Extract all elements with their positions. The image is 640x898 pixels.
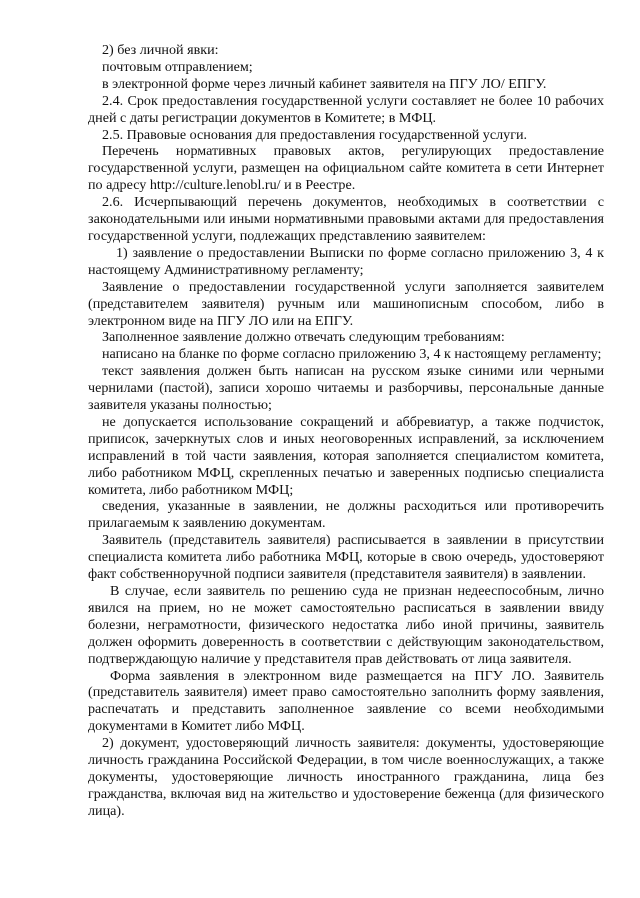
paragraph-application-filling: Заявление о предоставлении государственной услуги заполняется заявителем (представителем заявителя) ручным или машинописным способом, либо в электронном виде на ПГУ ЛО или на ЕПГУ. (88, 278, 604, 329)
paragraph-identity-document-item-2: 2) документ, удостоверяющий личность заявителя: документы, удостоверяющие личность гражданина Российской Федерации, в том числе военнослужащих, а также документы, удостоверяющие личность иностранного гражданина, лица без гражданства, включая вид на жительство и удостоверение беженца (для физического лица). (88, 735, 604, 819)
paragraph-requirement-language: текст заявления должен быть написан на русском языке синими или черными чернилами (пастой), записи хорошо читаемы и разборчивы, персональные данные заявителя указаны полностью; (88, 363, 604, 414)
paragraph-requirement-form: написано на бланке по форме согласно приложению 3, 4 к настоящему регламенту; (102, 346, 602, 363)
paragraph-applicant-signature: Заявитель (представитель заявителя) расписывается в заявлении в присутствии специалиста комитета либо работника МФЦ, которые в свою очередь, удостоверяют факт собственноручной подписи заявителя (представителя заявителя) в заявлении. (88, 532, 604, 583)
paragraph-application-item-1: 1) заявление о предоставлении Выписки по форме согласно приложению 3, 4 к настоящему Административному регламенту; (88, 244, 604, 278)
paragraph-requirement-no-abbreviations: не допускается использование сокращений и аббревиатур, а также подчисток, приписок, зачеркнутых слов и иных неоговоренных исправлений, за исключением исправлений в той части заявления, которая заполняется специалистом комитета, либо работником МФЦ, скрепленных печатью и заверенных подписью специалиста комитета, либо работником МФЦ; (88, 413, 604, 498)
paragraph-electronic-form: в электронной форме через личный кабинет заявителя на ПГУ ЛО/ ЕПГУ. (102, 75, 547, 92)
paragraph-without-personal-visit: 2) без личной явки: (102, 42, 219, 58)
paragraph-power-of-attorney: В случае, если заявитель по решению суда не признан недееспособным, лично явился на прием, но не может самостоятельно расписаться в заявлении ввиду болезни, неграмотности, физического недостатка либо иной причины, заявитель должен оформить доверенность в соответствии с действующим законодательством, подтверждающую наличие у представителя прав действовать от лица заявителя. (88, 583, 604, 667)
paragraph-application-requirements: Заполненное заявление должно отвечать следующим требованиям: (102, 329, 505, 346)
paragraph-by-post: почтовым отправлением; (102, 58, 253, 75)
paragraph-2-6-documents-list: 2.6. Исчерпывающий перечень документов, необходимых в соответствии с законодательными или иными нормативными правовыми актами для предоставления государственной услуги, подлежащих представлению заявителем: (88, 194, 604, 244)
paragraph-2-5-legal-basis: 2.5. Правовые основания для предоставления государственной услуги. (102, 126, 528, 143)
paragraph-2-4-service-term: 2.4. Срок предоставления государственной услуги составляет не более 10 рабочих дней с даты регистрации документов в Комитете; в МФЦ. (88, 92, 604, 126)
paragraph-requirement-consistency: сведения, указанные в заявлении, не должны расходиться или противоречить прилагаемым к заявлению документам. (88, 498, 604, 532)
document-page (88, 42, 604, 820)
paragraph-electronic-application-form: Форма заявления в электронном виде размещается на ПГУ ЛО. Заявитель (представитель заявителя) имеет право самостоятельно заполнить форму заявления, распечатать и представить заполненное заявление со всеми необходимыми документами в Комитет либо МФЦ. (88, 667, 604, 735)
paragraph-legal-acts-list: Перечень нормативных правовых актов, регулирующих предоставление государственной услуги, размещен на официальном сайте комитета в сети Интернет по адресу http://culture.lenobl.ru/ и в Реестре. (88, 143, 604, 194)
